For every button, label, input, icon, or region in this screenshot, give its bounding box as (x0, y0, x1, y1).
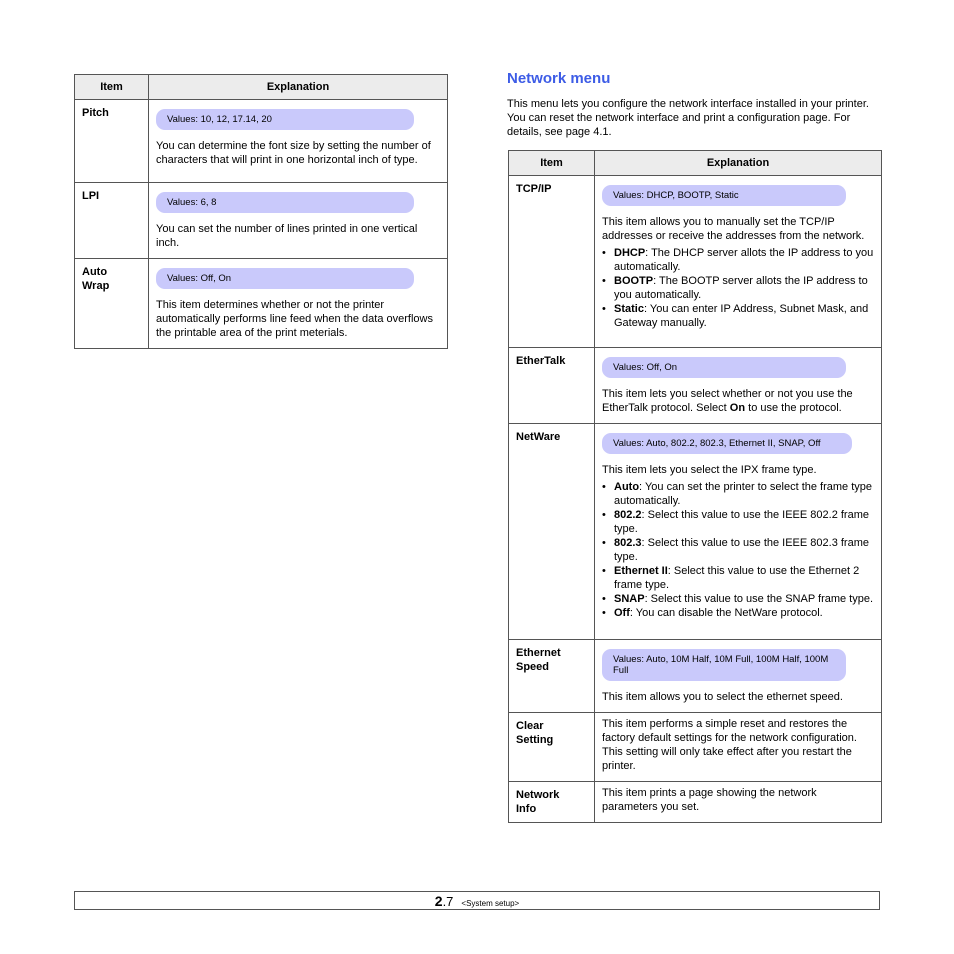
list-item: • Off: You can disable the NetWare protocol. (602, 606, 874, 620)
row-explanation (595, 424, 882, 640)
list-item: • Auto: You can set the printer to select the frame type automatically. (602, 480, 874, 508)
table-row (75, 259, 448, 349)
table-row (75, 183, 448, 259)
values-badge: Values: 6, 8 (156, 192, 414, 213)
page-footer (74, 891, 880, 910)
option-list (602, 480, 874, 620)
row-item-pitch: Pitch (75, 100, 149, 183)
row-item-ethernet-speed: Ethernet Speed (509, 640, 595, 713)
row-explanation (595, 640, 882, 713)
item-column-header: Item (509, 151, 595, 176)
values-badge: Values: Off, On (156, 268, 414, 289)
row-explanation (595, 713, 882, 782)
left-settings-table (74, 74, 448, 349)
row-item-auto-wrap: Auto Wrap (75, 259, 149, 349)
row-explanation (595, 176, 882, 348)
intro-paragraph: This menu lets you configure the network interface installed in your printer. You can reset the network interface and print a configuration page. For details, see page 4.1. (507, 98, 869, 138)
table-row (509, 782, 882, 823)
row-explanation (595, 782, 882, 823)
list-item: • DHCP: The DHCP server allots the IP address to you automatically. (602, 246, 874, 274)
explanation-column-header: Explanation (595, 151, 882, 176)
list-item: • SNAP: Select this value to use the SNAP frame type. (602, 592, 874, 606)
explanation-text: This item allows you to manually set the TCP/IP addresses or receive the addresses from the network. (602, 216, 865, 242)
table-row (509, 424, 882, 640)
explanation-column-header: Explanation (149, 75, 448, 100)
list-item: • Ethernet II: Select this value to use the Ethernet 2 frame type. (602, 564, 874, 592)
explanation-text: This item lets you select the IPX frame type. (602, 464, 817, 476)
row-item-network-info: Network Info (509, 782, 595, 823)
explanation-text: This item lets you select whether or not you use the EtherTalk protocol. Select On to use the protocol. (602, 388, 853, 414)
table-row (509, 640, 882, 713)
section-title: Network menu (507, 70, 611, 87)
table-row (75, 100, 448, 183)
values-badge: Values: Off, On (602, 357, 846, 378)
values-badge: Values: Auto, 802.2, 802.3, Ethernet II, SNAP, Off (602, 433, 852, 454)
page-number: 2.7 (434, 893, 454, 909)
list-item: • BOOTP: The BOOTP server allots the IP address to you automatically. (602, 274, 874, 302)
network-settings-table (508, 150, 882, 823)
section-label: <System setup> (461, 899, 520, 908)
table-row (509, 176, 882, 348)
explanation-text: You can determine the font size by setting the number of characters that will print in one horizontal inch of type. (156, 140, 431, 166)
values-badge: Values: Auto, 10M Half, 10M Full, 100M Half, 100M Full (602, 649, 846, 681)
table-row (509, 348, 882, 424)
row-item-clear-setting: Clear Setting (509, 713, 595, 782)
list-item: • 802.3: Select this value to use the IEEE 802.3 frame type. (602, 536, 874, 564)
table-row (509, 713, 882, 782)
row-explanation (149, 100, 448, 183)
item-column-header: Item (75, 75, 149, 100)
values-badge: Values: DHCP, BOOTP, Static (602, 185, 846, 206)
values-badge: Values: 10, 12, 17.14, 20 (156, 109, 414, 130)
list-item: • Static: You can enter IP Address, Subnet Mask, and Gateway manually. (602, 302, 874, 330)
row-explanation (149, 259, 448, 349)
row-explanation (149, 183, 448, 259)
explanation-text: This item performs a simple reset and restores the factory default settings for the network configuration. This setting will only take effect after you restart the printer. (602, 718, 857, 772)
row-explanation (595, 348, 882, 424)
row-item-lpi: LPI (75, 183, 149, 259)
explanation-text: You can set the number of lines printed in one vertical inch. (156, 223, 418, 249)
row-item-tcpip: TCP/IP (509, 176, 595, 348)
option-list (602, 246, 874, 330)
row-item-ethertalk: EtherTalk (509, 348, 595, 424)
list-item: • 802.2: Select this value to use the IEEE 802.2 frame type. (602, 508, 874, 536)
row-item-netware: NetWare (509, 424, 595, 640)
explanation-text: This item determines whether or not the printer automatically performs line feed when the data overflows the printable area of the print meterials. (156, 299, 433, 339)
explanation-text: This item prints a page showing the network parameters you set. (602, 787, 817, 813)
explanation-text: This item allows you to select the ethernet speed. (602, 691, 843, 703)
